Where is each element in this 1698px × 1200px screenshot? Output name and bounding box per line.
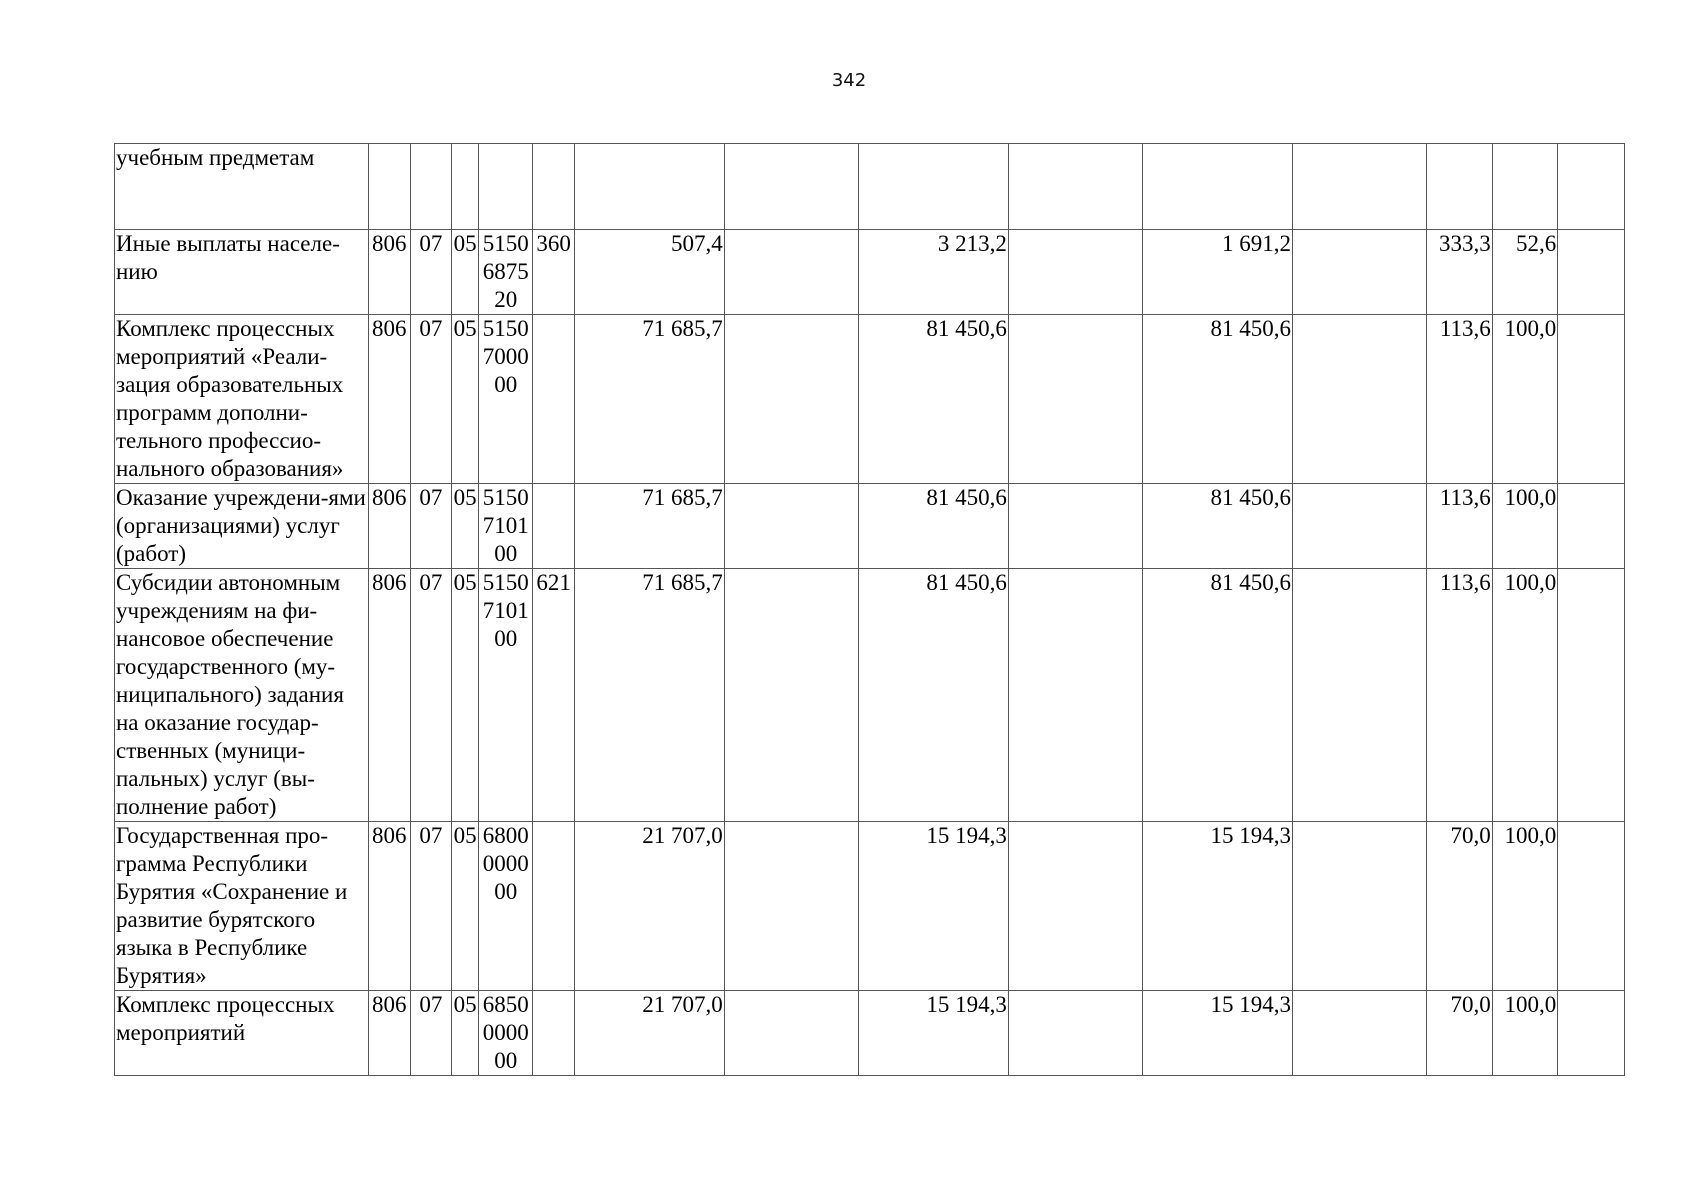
- amount-cell: [724, 144, 858, 230]
- amount-cell: 1 691,2: [1143, 230, 1293, 315]
- amount-cell: [1292, 315, 1426, 484]
- amount-cell: 81 450,6: [1143, 569, 1293, 822]
- grbs-code-cell: 806: [368, 484, 410, 569]
- percent-cell: 333,3: [1427, 230, 1493, 315]
- target-article-code-cell: 5150687520: [479, 230, 533, 315]
- section-code-cell: 07: [410, 991, 452, 1076]
- grbs-code-cell: 806: [368, 991, 410, 1076]
- percent-cell: [1492, 144, 1558, 230]
- section-code-cell: 07: [410, 315, 452, 484]
- percent-cell: 113,6: [1427, 569, 1493, 822]
- amount-cell: [1008, 822, 1142, 991]
- percent-cell: 100,0: [1492, 991, 1558, 1076]
- subsection-code-cell: 05: [452, 230, 479, 315]
- percent-cell: 70,0: [1427, 822, 1493, 991]
- percent-cell: 70,0: [1427, 991, 1493, 1076]
- table-row: [115, 484, 1625, 569]
- amount-cell: 507,4: [574, 230, 724, 315]
- amount-cell: 15 194,3: [859, 822, 1009, 991]
- budget-execution-table: [114, 143, 1625, 1076]
- target-article-code-cell: 6800000000: [479, 822, 533, 991]
- subsection-code-cell: 05: [452, 991, 479, 1076]
- amount-cell: 71 685,7: [574, 569, 724, 822]
- percent-cell: [1558, 230, 1625, 315]
- amount-cell: [1008, 144, 1142, 230]
- amount-cell: [724, 569, 858, 822]
- amount-cell: [1292, 991, 1426, 1076]
- amount-cell: 81 450,6: [1143, 484, 1293, 569]
- subsection-code-cell: [452, 144, 479, 230]
- amount-cell: [1143, 144, 1293, 230]
- section-code-cell: 07: [410, 569, 452, 822]
- amount-cell: [724, 230, 858, 315]
- row-name-cell: Субсидии автономным учреждениям на фи-нансовое обеспечение государственного (му-ниципального) задания на оказание государ-ственных (муници-пальных) услуг (вы-полнение работ): [115, 569, 369, 822]
- percent-cell: [1558, 484, 1625, 569]
- target-article-code-cell: 6850000000: [479, 991, 533, 1076]
- amount-cell: 21 707,0: [574, 991, 724, 1076]
- row-name-cell: Комплекс процессных мероприятий: [115, 991, 369, 1076]
- percent-cell: 113,6: [1427, 315, 1493, 484]
- amount-cell: 81 450,6: [1143, 315, 1293, 484]
- table-row: [115, 569, 1625, 822]
- amount-cell: [724, 484, 858, 569]
- page-number: 342: [831, 70, 867, 91]
- expense-type-code-cell: [533, 144, 575, 230]
- expense-type-code-cell: [533, 822, 575, 991]
- table-row: [115, 144, 1625, 230]
- amount-cell: [1292, 484, 1426, 569]
- percent-cell: [1558, 144, 1625, 230]
- amount-cell: [724, 991, 858, 1076]
- percent-cell: 100,0: [1492, 315, 1558, 484]
- expense-type-code-cell: [533, 315, 575, 484]
- subsection-code-cell: 05: [452, 822, 479, 991]
- percent-cell: [1558, 991, 1625, 1076]
- section-code-cell: 07: [410, 822, 452, 991]
- subsection-code-cell: 05: [452, 315, 479, 484]
- amount-cell: 15 194,3: [859, 991, 1009, 1076]
- amount-cell: [1008, 569, 1142, 822]
- grbs-code-cell: 806: [368, 822, 410, 991]
- row-name-cell: Иные выплаты населе-нию: [115, 230, 369, 315]
- grbs-code-cell: 806: [368, 315, 410, 484]
- amount-cell: 71 685,7: [574, 484, 724, 569]
- percent-cell: 100,0: [1492, 569, 1558, 822]
- target-article-code-cell: 5150700000: [479, 315, 533, 484]
- amount-cell: [1292, 230, 1426, 315]
- row-name-cell: учебным предметам: [115, 144, 369, 230]
- section-code-cell: [410, 144, 452, 230]
- row-name-cell: Комплекс процессных мероприятий «Реали-зация образовательных программ дополни-тельного профессио-нального образования»: [115, 315, 369, 484]
- amount-cell: [724, 315, 858, 484]
- amount-cell: [1292, 822, 1426, 991]
- section-code-cell: 07: [410, 230, 452, 315]
- target-article-code-cell: 5150710100: [479, 569, 533, 822]
- table-row: [115, 991, 1625, 1076]
- percent-cell: [1558, 315, 1625, 484]
- table-row: [115, 315, 1625, 484]
- table-row: [115, 230, 1625, 315]
- amount-cell: [724, 822, 858, 991]
- row-name-cell: Оказание учреждени-ями (организациями) услуг (работ): [115, 484, 369, 569]
- amount-cell: [1292, 144, 1426, 230]
- section-code-cell: 07: [410, 484, 452, 569]
- percent-cell: [1558, 569, 1625, 822]
- expense-type-code-cell: 621: [533, 569, 575, 822]
- percent-cell: 100,0: [1492, 484, 1558, 569]
- percent-cell: 52,6: [1492, 230, 1558, 315]
- percent-cell: [1427, 144, 1493, 230]
- amount-cell: [1008, 991, 1142, 1076]
- expense-type-code-cell: 360: [533, 230, 575, 315]
- expense-type-code-cell: [533, 484, 575, 569]
- amount-cell: 15 194,3: [1143, 991, 1293, 1076]
- amount-cell: [859, 144, 1009, 230]
- target-article-code-cell: 5150710100: [479, 484, 533, 569]
- grbs-code-cell: [368, 144, 410, 230]
- amount-cell: 71 685,7: [574, 315, 724, 484]
- amount-cell: 3 213,2: [859, 230, 1009, 315]
- expense-type-code-cell: [533, 991, 575, 1076]
- table-row: [115, 822, 1625, 991]
- percent-cell: [1558, 822, 1625, 991]
- amount-cell: [1008, 315, 1142, 484]
- amount-cell: 21 707,0: [574, 822, 724, 991]
- amount-cell: 81 450,6: [859, 484, 1009, 569]
- row-name-cell: Государственная про-грамма Республики Бурятия «Сохранение и развитие бурятского языка в Республике Бурятия»: [115, 822, 369, 991]
- amount-cell: [1292, 569, 1426, 822]
- amount-cell: [1008, 230, 1142, 315]
- target-article-code-cell: [479, 144, 533, 230]
- subsection-code-cell: 05: [452, 569, 479, 822]
- percent-cell: 113,6: [1427, 484, 1493, 569]
- subsection-code-cell: 05: [452, 484, 479, 569]
- grbs-code-cell: 806: [368, 569, 410, 822]
- amount-cell: 81 450,6: [859, 569, 1009, 822]
- percent-cell: 100,0: [1492, 822, 1558, 991]
- amount-cell: 15 194,3: [1143, 822, 1293, 991]
- amount-cell: 81 450,6: [859, 315, 1009, 484]
- amount-cell: [1008, 484, 1142, 569]
- amount-cell: [574, 144, 724, 230]
- grbs-code-cell: 806: [368, 230, 410, 315]
